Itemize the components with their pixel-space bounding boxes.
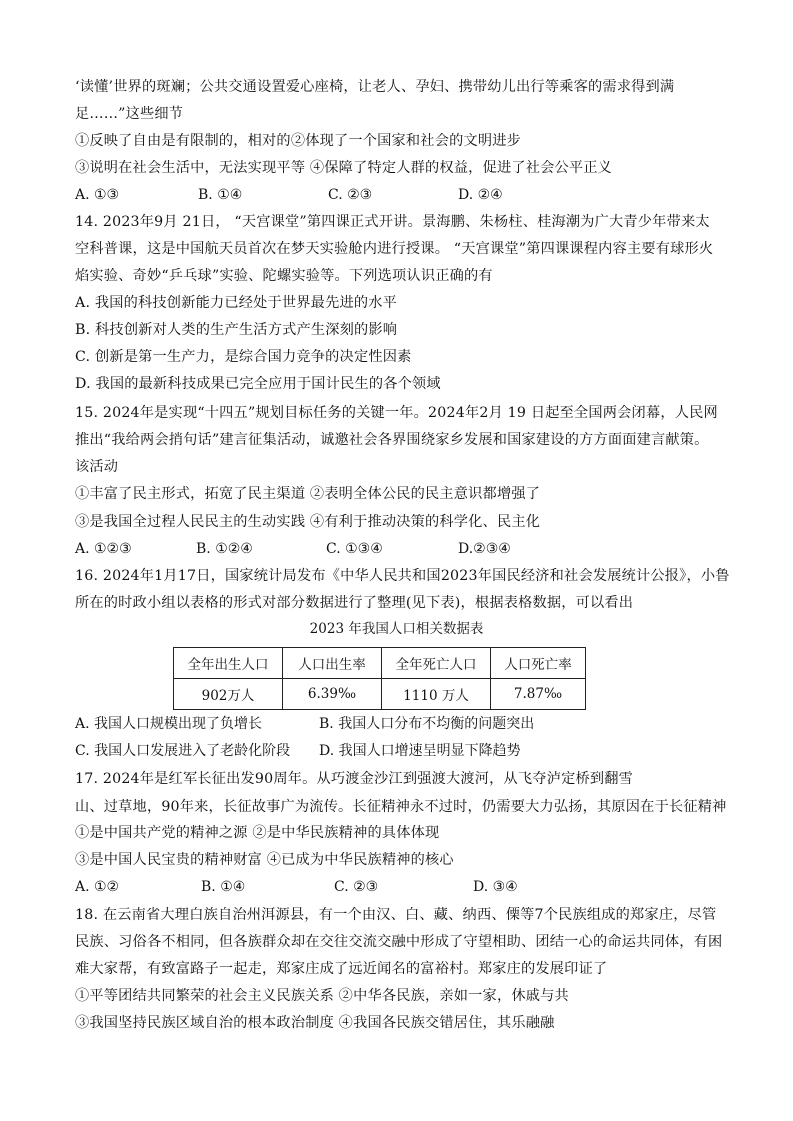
table-header-cell: 人口死亡率 [491,648,586,679]
q15-option-a[interactable]: A. ①②③ [75,541,132,557]
q13-option-a[interactable]: A. ①③ [75,187,120,203]
q17-option-b[interactable]: B. ①④ [201,879,246,895]
table-header-cell: 人口出生率 [283,648,382,679]
q16-stem-line-1: 16. 2024年1月17日，国家统计局发布《中华人民共和国2023年国民经济和社会发展统计公报》，小鲁 [75,568,730,584]
table-cell: 6.39‰ [283,679,382,710]
q18-stem-line-2: 民族、习俗各不相同，但各族群众却在交往交流交融中形成了守望相助、团结一心的命运共同体，有困 [75,934,723,950]
q17-option-d[interactable]: D. ③④ [473,879,518,895]
q15-option-d[interactable]: D.②③④ [458,541,511,557]
q17-statement-2: ③是中国人民宝贵的精神财富 ④已成为中华民族精神的核心 [75,852,454,868]
q17-statement-1: ①是中国共产党的精神之源 ②是中华民族精神的具体体现 [75,825,440,841]
q15-stem-line-1: 15. 2024年是实现“十四五”规划目标任务的关键一年。2024年2月 19 日起至全国两会闭幕，人民网 [75,405,718,421]
q16-option-c[interactable]: C. 我国人口发展进入了老龄化阶段 [75,743,291,759]
q14-option-a[interactable]: A. 我国的科技创新能力已经处于世界最先进的水平 [75,295,398,311]
q13-option-d[interactable]: D. ②④ [458,187,503,203]
table-header-cell: 全年出生人口 [174,648,283,679]
q16-stem-line-2: 所在的时政小组以表格的形式对部分数据进行了整理(见下表)，根据表格数据，可以看出 [75,595,634,611]
q18-statement-2: ③我国坚持民族区域自治的根本政治制度 ④我国各民族交错居住，其乐融融 [75,1015,555,1031]
q15-statement-1: ①丰富了民主形式，拓宽了民主渠道 ②表明全体公民的民主意识都增强了 [75,486,541,502]
q15-stem-line-3: 该活动 [75,459,119,475]
q15-statement-2: ③是我国全过程人民民主的生动实践 ④有利于推动决策的科学化、民主化 [75,514,541,530]
q13-option-c[interactable]: C. ②③ [328,187,373,203]
table-cell: 7.87‰ [491,679,586,710]
table-header-cell: 全年死亡人口 [382,648,491,679]
q15-option-b[interactable]: B. ①②④ [196,541,253,557]
q13-option-b[interactable]: B. ①④ [198,187,243,203]
q13-statement-1: ①反映了自由是有限制的，相对的②体现了一个国家和社会的文明进步 [75,133,522,149]
q17-stem-line-2: 山、过草地，90年来，长征故事广为流传。长征精神永不过时，仍需要大力弘扬，其原因在于长征精神 [75,799,727,815]
q13-stem-line-1: ‘读懂’世界的斑斓；公共交通设置爱心座椅，让老人、孕妇、携带幼儿出行等乘客的需求得到满 [75,79,675,95]
q14-stem-line-2: 空科普课，这是中国航天员首次在梦天实验舱内进行授课。 “天宫课堂”第四课课程内容主要有球形火 [75,241,714,257]
q14-option-c[interactable]: C. 创新是第一生产力，是综合国力竞争的决定性因素 [75,349,412,365]
table-cell: 902万人 [174,679,283,710]
q17-option-a[interactable]: A. ①② [75,879,120,895]
q17-option-c[interactable]: C. ②③ [334,879,379,895]
q14-option-d[interactable]: D. 我国的最新科技成果已完全应用于国计民生的各个领域 [75,376,441,392]
q18-stem-line-1: 18. 在云南省大理白族自治州洱源县，有一个由汉、白、藏、纳西、傈等7个民族组成的郑家庄，尽管 [75,907,717,923]
table-caption: 2023 年我国人口相关数据表 [309,621,484,637]
q18-statement-1: ①平等团结共同繁荣的社会主义民族关系 ②中华各民族，亲如一家，休戚与共 [75,988,569,1004]
q13-statement-2: ③说明在社会生活中，无法实现平等 ④保障了特定人群的权益，促进了社会公平正义 [75,160,613,176]
table-cell: 1110 万人 [382,679,491,710]
q17-stem-line-1: 17. 2024年是红军长征出发90周年。从巧渡金沙江到强渡大渡河，从飞夺泸定桥到翻雪 [75,771,634,787]
table-row [174,679,586,710]
population-data-table [173,647,586,710]
q14-stem-line-3: 焰实验、奇妙“乒乓球”实验、陀螺实验等。下列选项认识正确的有 [75,268,493,284]
table-header-row [174,648,586,679]
q15-option-c[interactable]: C. ①③④ [326,541,383,557]
q18-stem-line-3: 难大家帮，有致富路子一起走，郑家庄成了远近闻名的富裕村。郑家庄的发展印证了 [75,961,608,977]
q14-option-b[interactable]: B. 科技创新对人类的生产生活方式产生深刻的影响 [75,322,398,338]
q14-stem-line-1: 14. 2023年9月 21日， “天宫课堂”第四课正式开讲。景海鹏、朱杨柱、桂海潮为广大青少年带来太 [75,214,710,230]
q15-stem-line-2: 推出“我给两会捎句话”建言征集活动，诚邀社会各界围绕家乡发展和国家建设的方方面面建言献策。 [75,432,709,448]
q16-option-d[interactable]: D. 我国人口增速呈明显下降趋势 [319,743,521,759]
q16-option-a[interactable]: A. 我国人口规模出现了负增长 [75,716,263,732]
q13-stem-line-2: 足……”这些细节 [75,106,184,122]
q16-option-b[interactable]: B. 我国人口分布不均衡的问题突出 [319,716,535,732]
